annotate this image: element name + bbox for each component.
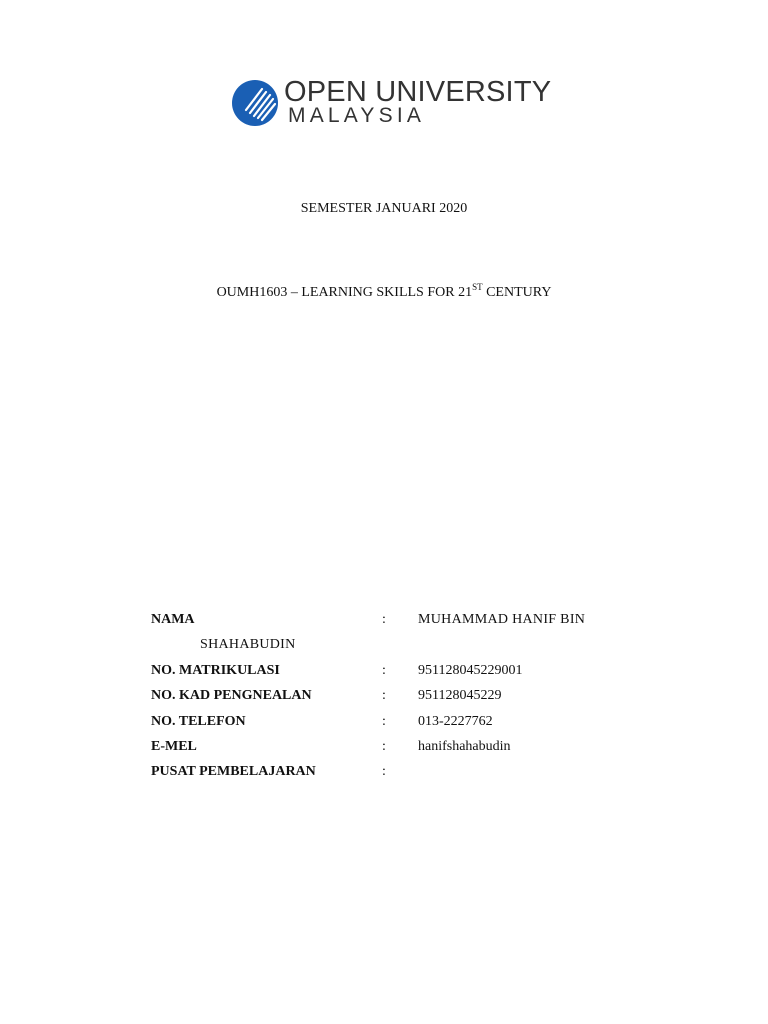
- oum-logo-icon: [232, 80, 278, 126]
- info-separator: :: [382, 764, 386, 780]
- info-value: 951128045229001: [418, 662, 523, 678]
- info-separator: :: [382, 713, 386, 729]
- info-separator: :: [382, 612, 386, 627]
- info-label: NO. KAD PENGNEALAN: [151, 688, 312, 704]
- student-info-table: [151, 612, 631, 790]
- info-row-emel: [151, 739, 631, 764]
- info-label: NO. MATRIKULASI: [151, 662, 280, 678]
- info-value: 013-2227762: [418, 713, 493, 729]
- info-row-kad-pengenalan: [151, 688, 631, 713]
- info-row-matrikulasi: [151, 663, 631, 688]
- course-title-prefix: OUMH1603 – LEARNING SKILLS FOR 21: [216, 285, 473, 300]
- info-separator: :: [382, 738, 386, 754]
- course-title: [0, 282, 768, 301]
- info-value: MUHAMMAD HANIF BIN: [418, 612, 586, 627]
- info-value-continuation: SHAHABUDIN: [200, 637, 296, 653]
- info-row-telefon: [151, 714, 631, 739]
- info-label: E-MEL: [151, 738, 197, 754]
- info-row-nama-continuation: [151, 637, 631, 662]
- info-row-pusat-pembelajaran: [151, 764, 631, 789]
- logo-text-open-university: OPEN UNIVERSITY: [284, 76, 552, 108]
- course-title-suffix: CENTURY: [482, 285, 552, 300]
- university-logo: [232, 78, 552, 130]
- info-separator: :: [382, 688, 386, 704]
- logo-text-malaysia: MALAYSIA: [288, 104, 426, 127]
- info-value: 951128045229: [418, 688, 502, 704]
- semester-heading: SEMESTER JANUARI 2020: [300, 201, 468, 216]
- info-label: NAMA: [151, 612, 195, 627]
- info-label: NO. TELEFON: [151, 713, 246, 729]
- course-title-superscript: ST: [472, 282, 483, 292]
- info-label: PUSAT PEMBELAJARAN: [151, 764, 316, 780]
- info-row-nama: [151, 612, 631, 637]
- info-separator: :: [382, 662, 386, 678]
- info-value: hanifshahabudin: [418, 738, 511, 754]
